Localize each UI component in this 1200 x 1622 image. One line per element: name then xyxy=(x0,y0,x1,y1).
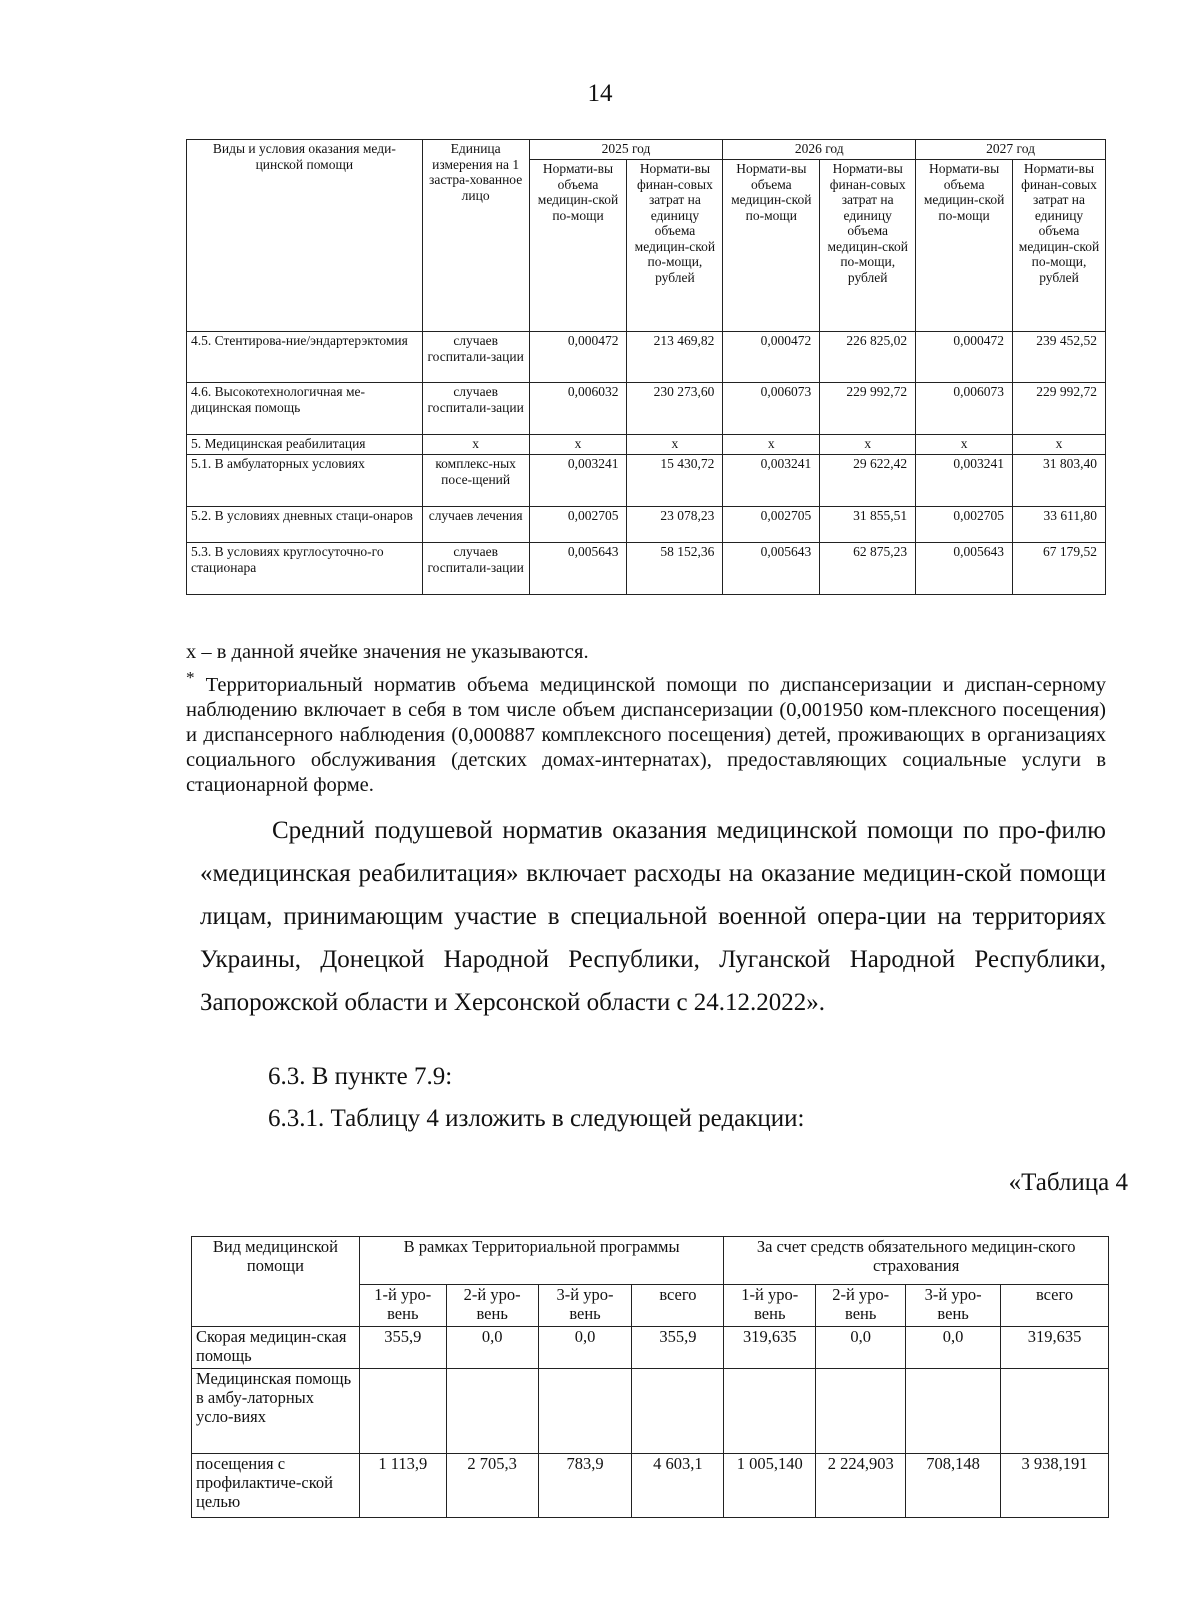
cell: 33 611,80 xyxy=(1013,507,1106,543)
cell: 0,000472 xyxy=(723,332,820,383)
cell: 1 005,140 xyxy=(724,1454,816,1518)
cell: 0,005643 xyxy=(916,543,1013,595)
header-oms: За счет средств обязательного медицин-ского страхования xyxy=(724,1237,1109,1285)
cell: 23 078,23 xyxy=(627,507,723,543)
cell: 58 152,36 xyxy=(627,543,723,595)
header-level: 1-й уро-вень xyxy=(724,1285,816,1327)
row-name: 5.2. В условиях дневных стаци-онаров xyxy=(187,507,423,543)
cell: 15 430,72 xyxy=(627,455,723,507)
cell: 230 273,60 xyxy=(627,383,723,435)
cell: 0,000472 xyxy=(916,332,1013,383)
header-cost: Нормати-вы финан-совых затрат на единицу объема медицин-ской по-мощи, рублей xyxy=(627,160,723,332)
cell: 0,005643 xyxy=(529,543,627,595)
row-unit: случаев госпитали-зации xyxy=(422,383,529,435)
header-year-2026: 2026 год xyxy=(723,140,916,160)
header-unit: Единица измерения на 1 застра-хованное лицо xyxy=(422,140,529,332)
cell: 31 855,51 xyxy=(820,507,916,543)
cell xyxy=(632,1369,724,1454)
cell: 31 803,40 xyxy=(1013,455,1106,507)
cell xyxy=(816,1369,906,1454)
cell: 62 875,23 xyxy=(820,543,916,595)
norms-table xyxy=(186,139,1106,595)
cell: 0,003241 xyxy=(723,455,820,507)
table-row xyxy=(187,383,1106,435)
header-level: 1-й уро-вень xyxy=(359,1285,446,1327)
row-name: посещения с профилактиче-ской целью xyxy=(192,1454,360,1518)
header-volume: Нормати-вы объема медицин-ской по-мощи xyxy=(916,160,1013,332)
cell: 0,0 xyxy=(446,1327,538,1369)
cell: 0,006073 xyxy=(723,383,820,435)
header-cost: Нормати-вы финан-совых затрат на единицу объема медицин-ской по-мощи, рублей xyxy=(1013,160,1106,332)
cell: 0,002705 xyxy=(916,507,1013,543)
cell: 239 452,52 xyxy=(1013,332,1106,383)
table-row xyxy=(187,332,1106,383)
header-level: 3-й уро-вень xyxy=(906,1285,1001,1327)
table-row xyxy=(187,543,1106,595)
cell: 0,002705 xyxy=(529,507,627,543)
cell xyxy=(446,1369,538,1454)
row-name: 4.5. Стентирова-ние/эндартерэктомия xyxy=(187,332,423,383)
asterisk: * xyxy=(186,668,195,687)
cell: 319,635 xyxy=(724,1327,816,1369)
star-note xyxy=(186,665,1106,798)
cell: 0,000472 xyxy=(529,332,627,383)
header-year-2027: 2027 год xyxy=(916,140,1106,160)
table-row xyxy=(192,1327,1109,1369)
cell: 355,9 xyxy=(632,1327,724,1369)
cell: 2 705,3 xyxy=(446,1454,538,1518)
table-row xyxy=(187,435,1106,455)
table-row xyxy=(192,1369,1109,1454)
row-unit: комплекс-ных посе-щений xyxy=(422,455,529,507)
cell: х xyxy=(820,435,916,455)
cell: 0,006032 xyxy=(529,383,627,435)
table-row xyxy=(192,1454,1109,1518)
item-6-3: 6.3. В пункте 7.9: xyxy=(268,1063,453,1090)
header-volume: Нормати-вы объема медицин-ской по-мощи xyxy=(723,160,820,332)
header-total: всего xyxy=(1001,1285,1109,1327)
cell: 229 992,72 xyxy=(820,383,916,435)
cell: 213 469,82 xyxy=(627,332,723,383)
main-paragraph-block xyxy=(200,809,1106,1024)
row-name: 5.1. В амбулаторных условиях xyxy=(187,455,423,507)
header-total: всего xyxy=(632,1285,724,1327)
cell: х xyxy=(916,435,1013,455)
cell: 0,0 xyxy=(906,1327,1001,1369)
cell: х xyxy=(723,435,820,455)
cell: 1 113,9 xyxy=(359,1454,446,1518)
row-name: 5.3. В условиях круглосуточно-го стационара xyxy=(187,543,423,595)
row-unit: случаев госпитали-зации xyxy=(422,332,529,383)
cell: 708,148 xyxy=(906,1454,1001,1518)
cell xyxy=(1001,1369,1109,1454)
table-row xyxy=(187,507,1106,543)
cell: 0,003241 xyxy=(916,455,1013,507)
cell: 3 938,191 xyxy=(1001,1454,1109,1518)
row-unit: случаев госпитали-зации xyxy=(422,543,529,595)
cell: 67 179,52 xyxy=(1013,543,1106,595)
page-number: 14 xyxy=(587,80,613,107)
cell xyxy=(906,1369,1001,1454)
cell: 0,005643 xyxy=(723,543,820,595)
main-paragraph: Средний подушевой норматив оказания медицинской помощи по про-филю «медицинская реабилитация» включает расходы на оказание медицин-ской помощи лицам, принимающим участие в специальной военной опера-ции на территориях Украины, Донецкой Народной Республики, Луганской Народной Республики, Запорожской области и Херсонской области с 24.12.2022». xyxy=(200,817,1106,1016)
cell xyxy=(538,1369,632,1454)
item-6-3-1: 6.3.1. Таблицу 4 изложить в следующей редакции: xyxy=(268,1105,805,1132)
row-unit: случаев лечения xyxy=(422,507,529,543)
cell: 0,0 xyxy=(538,1327,632,1369)
header-year-2025: 2025 год xyxy=(529,140,723,160)
cell: 229 992,72 xyxy=(1013,383,1106,435)
header-level: 2-й уро-вень xyxy=(446,1285,538,1327)
table4-caption: «Таблица 4 xyxy=(1008,1169,1128,1196)
header-level: 3-й уро-вень xyxy=(538,1285,632,1327)
cell: 4 603,1 xyxy=(632,1454,724,1518)
cell: х xyxy=(1013,435,1106,455)
cell: 0,003241 xyxy=(529,455,627,507)
table-row xyxy=(187,455,1106,507)
x-note: х – в данной ячейке значения не указываются. xyxy=(186,641,589,663)
header-volume: Нормати-вы объема медицин-ской по-мощи xyxy=(529,160,627,332)
table-4 xyxy=(191,1236,1109,1518)
row-name: 4.6. Высокотехнологичная ме-дицинская помощь xyxy=(187,383,423,435)
header-territorial-program: В рамках Территориальной программы xyxy=(359,1237,723,1285)
header-type: Виды и условия оказания меди-цинской помощи xyxy=(187,140,423,332)
row-name: 5. Медицинская реабилитация xyxy=(187,435,423,455)
cell: х xyxy=(627,435,723,455)
star-note-text: Территориальный норматив объема медицинской помощи по диспансеризации и диспан-серному наблюдению включает в себя в том числе объем диспансеризации (0,001950 ком-плексного посещения) и диспансерного наблюдения (0,000887 комплексного посещения) детей, проживающих в организациях социального обслуживания (детских домах-интернатах), предоставляющих социальные услуги в стационарной форме. xyxy=(186,673,1106,796)
cell xyxy=(724,1369,816,1454)
cell: 0,006073 xyxy=(916,383,1013,435)
cell: 0,0 xyxy=(816,1327,906,1369)
row-unit: х xyxy=(422,435,529,455)
cell: 29 622,42 xyxy=(820,455,916,507)
cell: 226 825,02 xyxy=(820,332,916,383)
cell: 2 224,903 xyxy=(816,1454,906,1518)
cell: 783,9 xyxy=(538,1454,632,1518)
cell: 0,002705 xyxy=(723,507,820,543)
footnotes xyxy=(186,640,1106,798)
header-cost: Нормати-вы финан-совых затрат на единицу объема медицин-ской по-мощи, рублей xyxy=(820,160,916,332)
cell: х xyxy=(529,435,627,455)
header-level: 2-й уро-вень xyxy=(816,1285,906,1327)
row-name: Скорая медицин-ская помощь xyxy=(192,1327,360,1369)
cell xyxy=(359,1369,446,1454)
header-type: Вид медицинской помощи xyxy=(192,1237,360,1327)
row-name: Медицинская помощь в амбу-латорных усло-виях xyxy=(192,1369,360,1454)
cell: 355,9 xyxy=(359,1327,446,1369)
cell: 319,635 xyxy=(1001,1327,1109,1369)
